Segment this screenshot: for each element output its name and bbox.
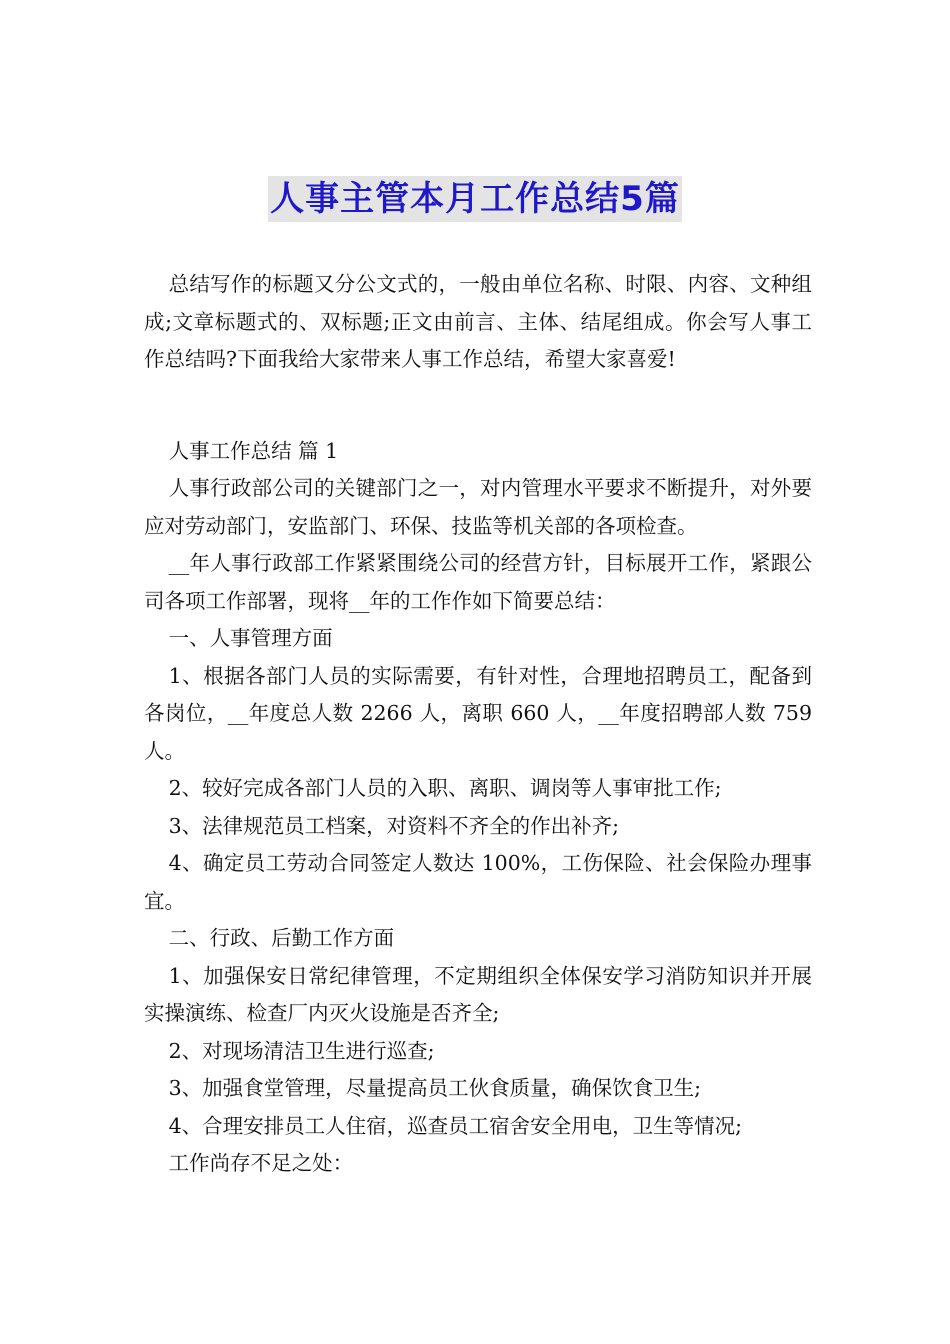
admin-item-4: 4、合理安排员工人住宿，巡查员工宿舍安全用电，卫生等情况;: [168, 1113, 743, 1138]
section-heading: 人事工作总结 篇 1: [168, 438, 339, 463]
personnel-item-2: 2、较好完成各部门人员的入职、离职、调岗等人事审批工作;: [168, 776, 722, 800]
subheading-personnel: 一、人事管理方面: [168, 626, 333, 650]
document-title: 人事主管本月工作总结5篇: [268, 176, 682, 222]
personnel-item-3: 3、法律规范员工档案，对资料不齐全的作出补齐;: [168, 813, 620, 838]
personnel-item-1: 1、根据各部门人员的实际需要，有针对性，合理地招聘员工，配备到各岗位，__年度总人数 2266 人，离职 660 人，__年度招聘部人数 759 人。: [144, 663, 812, 763]
admin-item-2: 2、对现场清洁卫生进行巡查;: [168, 1038, 435, 1063]
body-paragraph-1: 人事行政部公司的关键部门之一，对内管理水平要求不断提升，对外要应对劳动部门，安监部门、环保、技监等机关部的各项检查。: [144, 476, 812, 538]
title-wrapper: [0, 176, 950, 222]
body-paragraph-2: __年人事行政部工作紧紧围绕公司的经营方针，目标展开工作，紧跟公司各项工作部署，现将__年的工作作如下简要总结：: [144, 551, 812, 613]
personnel-item-4: 4、确定员工劳动合同签定人数达 100%，工伤保险、社会保险办理事宜。: [144, 851, 812, 913]
admin-item-5: 工作尚存不足之处：: [168, 1151, 354, 1175]
subheading-admin: 二、行政、后勤工作方面: [168, 926, 395, 950]
document-body: [144, 266, 812, 1183]
admin-item-1: 1、加强保安日常纪律管理，不定期组织全体保安学习消防知识并开展实操演练、检查厂内灭火设施是否齐全;: [144, 963, 812, 1025]
intro-paragraph: 总结写作的标题又分公文式的，一般由单位名称、时限、内容、文种组成;文章标题式的、双标题;正文由前言、主体、结尾组成。你会写人事工作总结吗?下面我给大家带来人事工作总结，希望大家喜爱!: [144, 272, 812, 371]
admin-item-3: 3、加强食堂管理，尽量提高员工伙食质量，确保饮食卫生;: [168, 1076, 702, 1100]
